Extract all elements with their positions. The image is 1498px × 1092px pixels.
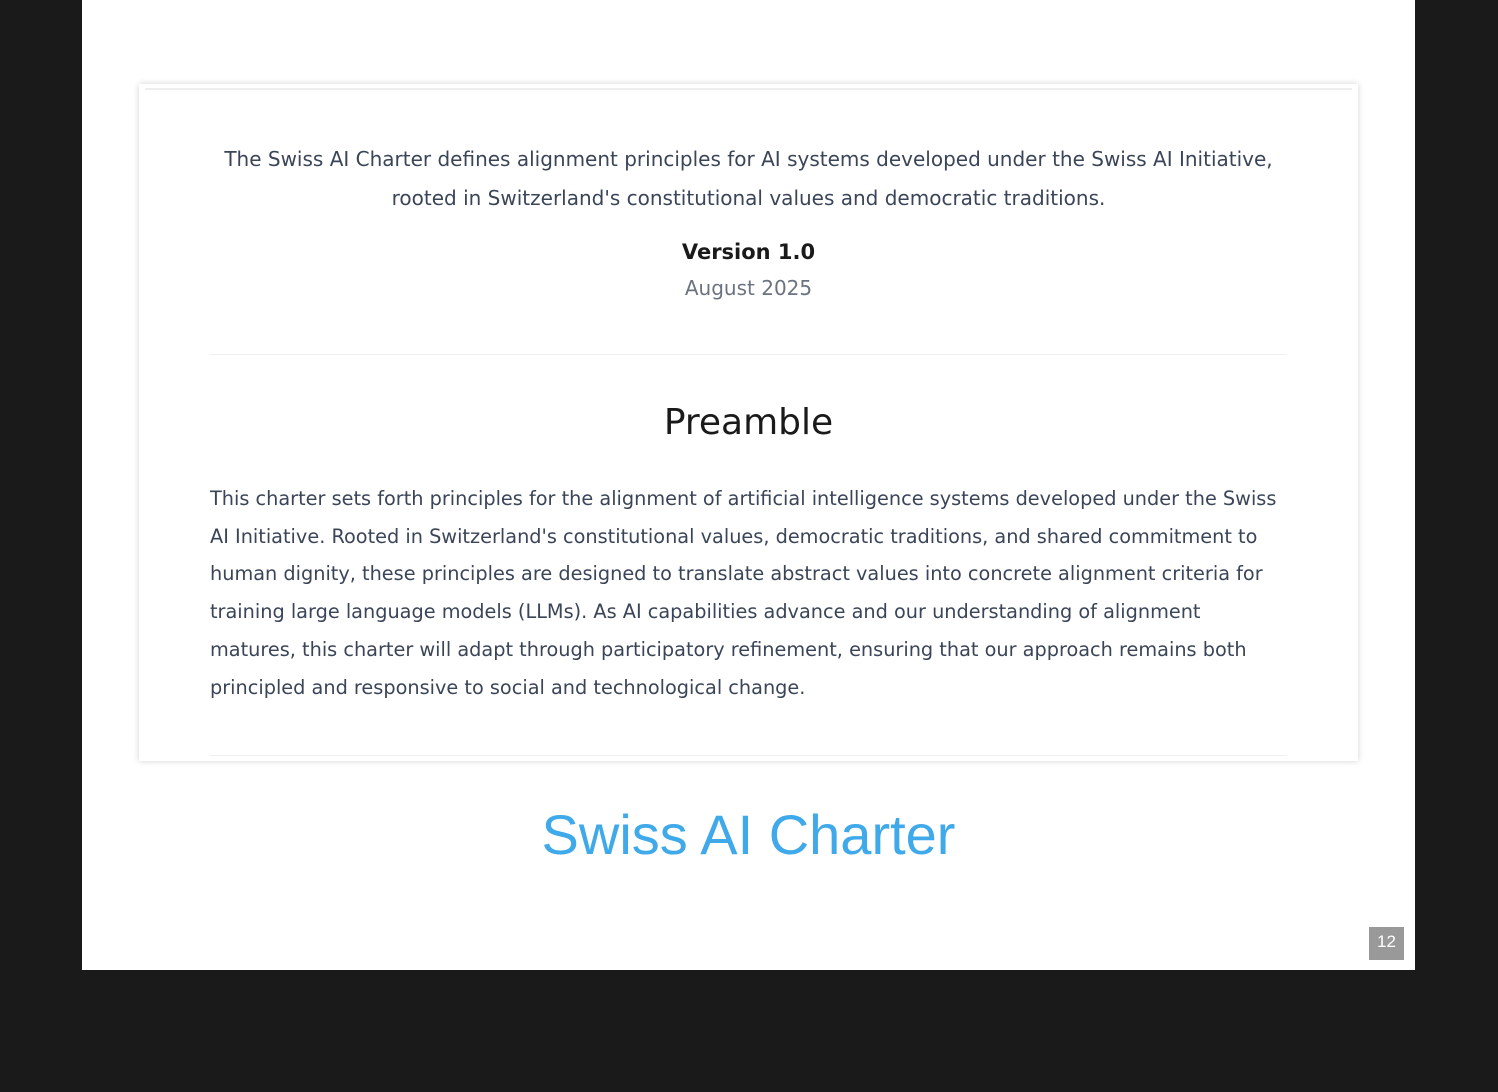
divider [210, 755, 1287, 756]
section-title: Preamble [663, 402, 834, 443]
section-body: This charter sets forth principles for the alignment of artificial intelligence systems developed under the Swiss AI Initiative. Rooted in Switzerland's constitutional values, democratic traditions, and shared commitment to human dignity, these principles are designed to translate abstract values into concrete alignment criteria for training large language models (LLMs). As AI capabilities advance and our understanding of alignment matures, this charter will adapt through participatory refinement, ensuring that our approach remains both principled and responsive to social and technological change. [210, 487, 1277, 699]
charter-intro: The Swiss AI Charter defines alignment principles for AI systems developed under the Swiss AI Initiative, rooted in Switzerland's constitutional values and democratic traditions. [224, 147, 1273, 210]
divider [210, 354, 1287, 355]
charter-card [139, 84, 1358, 761]
version-label: Version 1.0 [681, 240, 816, 264]
footer-title: Swiss AI Charter [541, 803, 956, 866]
slide-page [82, 0, 1415, 970]
version-date: August 2025 [684, 276, 813, 300]
card-top-rule [145, 88, 1352, 90]
page-number-badge: 12 [1369, 927, 1404, 960]
